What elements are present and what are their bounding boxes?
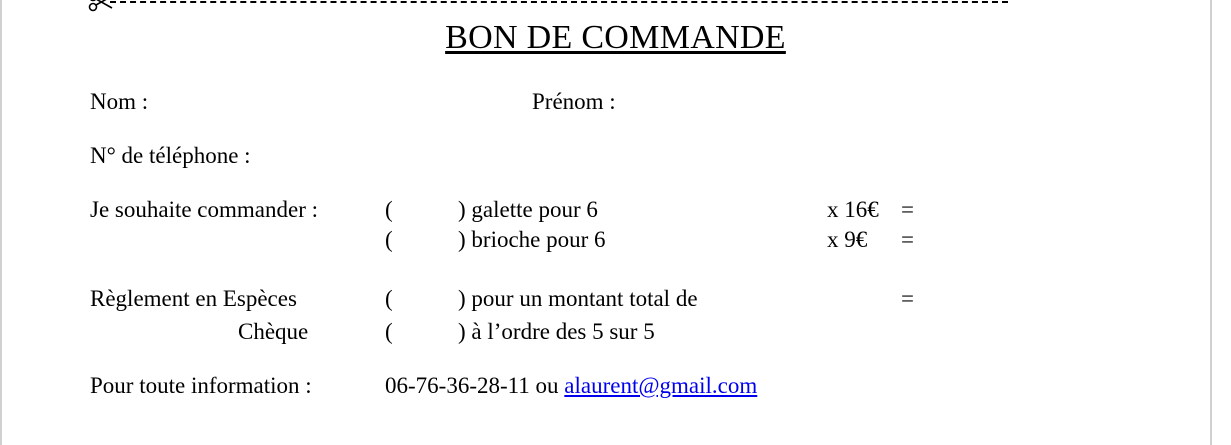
cheque-option-open: ( xyxy=(385,319,393,344)
galette-price: x 16€ xyxy=(827,197,879,222)
phone-label: N° de téléphone : xyxy=(90,143,251,168)
firstname-label: Prénom : xyxy=(532,89,616,114)
cheque-label: Chèque xyxy=(238,319,309,344)
form-title: BON DE COMMANDE xyxy=(445,19,786,56)
galette-item-label: ) galette pour 6 xyxy=(458,197,598,222)
brioche-price: x 9€ xyxy=(827,227,868,252)
order-label: Je souhaite commander : xyxy=(90,197,319,222)
dashed-cut-line xyxy=(110,1,1008,3)
info-label: Pour toute information : xyxy=(90,373,312,398)
galette-quantity-open: ( xyxy=(385,197,393,222)
page-edge-left xyxy=(0,0,2,445)
brioche-equals: = xyxy=(901,227,914,252)
brioche-quantity-open: ( xyxy=(385,227,393,252)
brioche-item-label: ) brioche pour 6 xyxy=(458,227,606,252)
total-equals: = xyxy=(901,286,914,311)
email-link[interactable]: alaurent@gmail.com xyxy=(564,373,758,398)
cash-option-open: ( xyxy=(385,286,393,311)
name-label: Nom : xyxy=(90,89,149,114)
info-phone: 06-76-36-28-11 ou xyxy=(385,373,559,398)
cut-line xyxy=(88,0,1008,13)
galette-equals: = xyxy=(901,197,914,222)
page-edge-right xyxy=(1210,0,1212,445)
info-contact xyxy=(385,372,757,400)
payment-label: Règlement en Espèces xyxy=(90,286,297,311)
cash-option-label: ) pour un montant total de xyxy=(458,286,698,311)
cheque-option-label: ) à l’ordre des 5 sur 5 xyxy=(458,319,655,344)
